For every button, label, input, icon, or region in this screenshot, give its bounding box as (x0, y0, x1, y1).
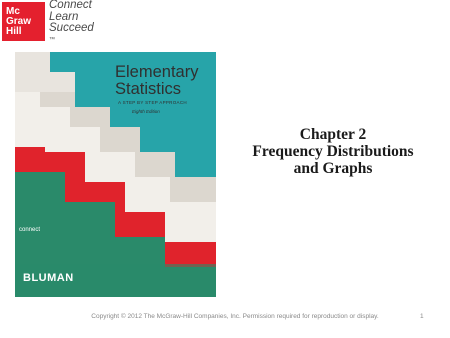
slide-title-block (228, 126, 438, 177)
cover-connect-badge: connect (19, 227, 41, 233)
logo-line-2: Graw (6, 16, 32, 27)
book-cover (15, 52, 216, 297)
cover-title-line-1: Elementary (115, 63, 199, 81)
trademark-symbol: ™ (49, 36, 55, 43)
logo-tagline (49, 0, 94, 46)
tagline-learn: Learn (49, 10, 79, 23)
mcgraw-hill-logo (2, 2, 45, 41)
chapter-title-line-1: Frequency Distributions (252, 143, 414, 160)
chapter-label: Chapter 2 (299, 126, 367, 143)
tagline-connect: Connect (49, 0, 92, 11)
tagline-succeed: Succeed (49, 22, 94, 34)
copyright-footer: Copyright © 2012 The McGraw-Hill Companies, Inc. Permission required for reproduction or display. (91, 313, 379, 320)
logo-line-1: Mc (6, 6, 20, 17)
cover-edition: Eighth Edition (132, 109, 160, 114)
logo-line-3: Hill (6, 26, 22, 37)
chapter-title-line-2: and Graphs (293, 160, 373, 177)
page-number: 1 (420, 313, 424, 320)
cover-title (115, 64, 215, 98)
cover-author: BLUMAN (23, 272, 74, 284)
cover-subtitle: A STEP BY STEP APPROACH (118, 100, 187, 105)
cover-title-line-2: Statistics (115, 80, 182, 98)
